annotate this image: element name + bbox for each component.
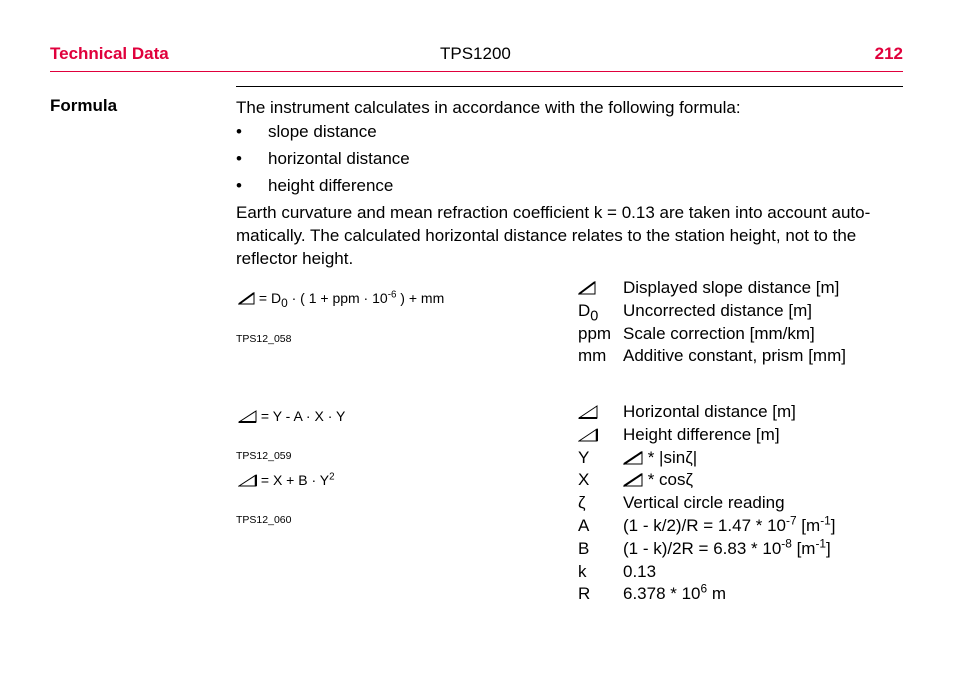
bullet-item bbox=[236, 149, 410, 169]
definition-row: X * cosζ bbox=[578, 470, 694, 489]
bullet-text: height difference bbox=[268, 176, 394, 195]
bullet-glyph: • bbox=[236, 149, 242, 168]
definition-row: Y * |sinζ| bbox=[578, 448, 698, 467]
section-title: Formula bbox=[50, 96, 118, 115]
bullet-item bbox=[236, 176, 393, 196]
slope-icon bbox=[623, 473, 643, 487]
header-section-title: Technical Data bbox=[50, 44, 169, 63]
definition-row: ζ Vertical circle reading bbox=[578, 493, 785, 512]
horizontal-distance-icon bbox=[578, 405, 598, 419]
formula-slope-distance: = $D_0$ · ( 1 + ppm · $10^{-6}$ ) + mm bbox=[238, 290, 444, 306]
definition-row: B $(1 - k)/2R = 6.83 * 10^{-8}$ $[m^{-1}]$ bbox=[578, 536, 831, 558]
page-number: 212 bbox=[874, 44, 903, 63]
height-difference-icon bbox=[238, 474, 257, 487]
formula-height-difference: = $X + B \cdot Y^2$ bbox=[238, 472, 335, 488]
intro-text: The instrument calculates in accordance with the following formula: bbox=[236, 98, 741, 117]
slope-distance-icon bbox=[578, 281, 596, 295]
definition-row: Horizontal distance [m] bbox=[578, 402, 796, 422]
horizontal-distance-icon bbox=[238, 410, 257, 423]
definition-row: Displayed slope distance [m] bbox=[578, 278, 839, 298]
definition-row: Height difference [m] bbox=[578, 425, 780, 445]
figure-label: TPS12_060 bbox=[236, 514, 292, 526]
body-paragraph: Earth curvature and mean refraction coefficient k = 0.13 are taken into account auto-matically. The calculated horizontal distance relates to the station height, not to the reflector height. bbox=[236, 203, 871, 268]
formula-horizontal-distance: = Y - A · X · Y bbox=[238, 408, 345, 424]
definition-row: R $6.378 * 10^6$ m bbox=[578, 581, 727, 603]
definition-row: ppm Scale correction [mm/km] bbox=[578, 324, 815, 343]
slope-icon bbox=[623, 451, 643, 465]
header-divider bbox=[50, 71, 903, 72]
header-product-name: TPS1200 bbox=[440, 44, 511, 63]
bullet-glyph: • bbox=[236, 122, 242, 141]
definition-row: k 0.13 bbox=[578, 562, 657, 581]
bullet-text: horizontal distance bbox=[268, 149, 410, 168]
bullet-glyph: • bbox=[236, 176, 242, 195]
section-divider bbox=[236, 86, 903, 87]
definition-row: mm Additive constant, prism [mm] bbox=[578, 346, 846, 365]
definition-row: $D_0$ Uncorrected distance [m] bbox=[578, 301, 812, 325]
figure-label: TPS12_058 bbox=[236, 333, 292, 345]
figure-label: TPS12_059 bbox=[236, 450, 292, 462]
height-difference-icon bbox=[578, 428, 598, 442]
slope-distance-icon bbox=[238, 292, 255, 305]
bullet-text: slope distance bbox=[268, 122, 377, 141]
bullet-item bbox=[236, 122, 377, 142]
definition-row: A $(1 - k/2)/R = 1.47 * 10^{-7}$ $[m^{-1}]$ bbox=[578, 513, 836, 535]
